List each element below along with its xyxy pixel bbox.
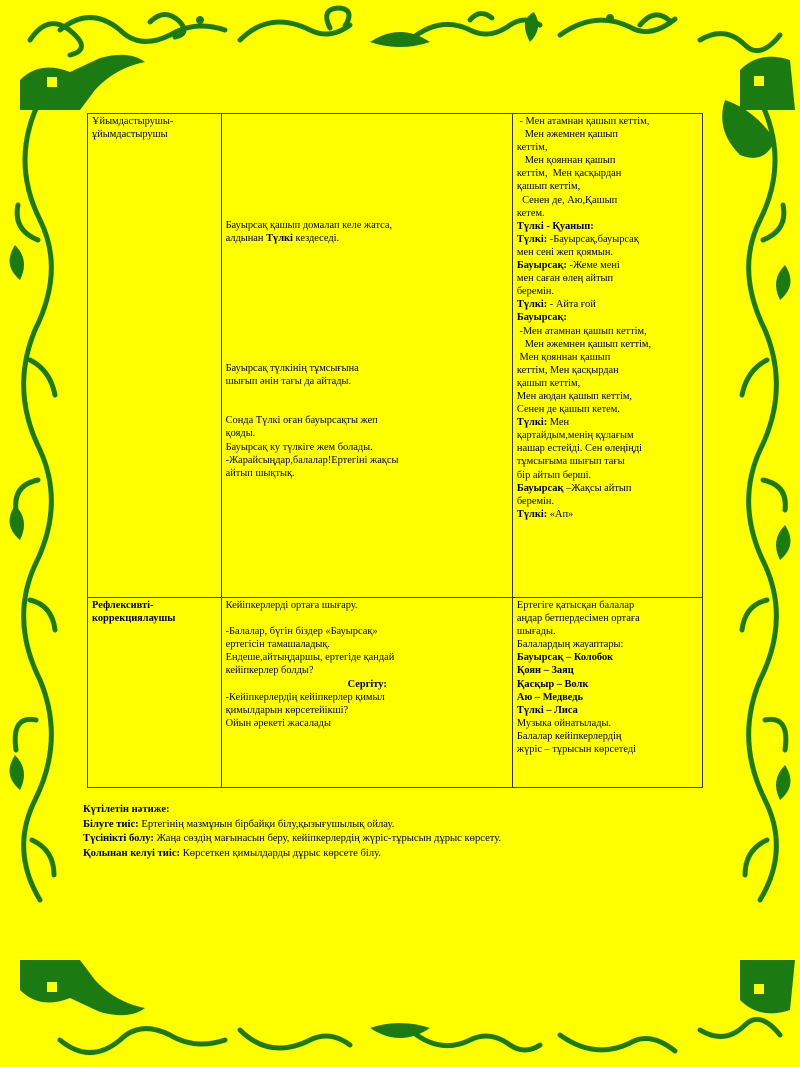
- stage-label: коррекциялаушы: [92, 613, 176, 625]
- children-activity-cell: [512, 114, 702, 598]
- text-line: [517, 455, 699, 468]
- line-text: кеттім, Мен қасқырдан: [516, 168, 622, 180]
- line-text: тұмсығыма шығып тағы: [516, 456, 625, 468]
- spacer: [226, 167, 509, 180]
- stage-cell: [88, 114, 222, 598]
- spacer: [226, 336, 509, 349]
- speaker-label: Бауырсақ:: [516, 260, 570, 272]
- text-line: [517, 220, 699, 233]
- text-line: [517, 285, 699, 298]
- line-text: –Жақсы айтып: [566, 482, 632, 494]
- line-text: «Ап»: [549, 508, 574, 520]
- line-text: - Айта ғой: [549, 299, 596, 311]
- text-line: [517, 167, 699, 180]
- speaker-label: Түлкі:: [516, 233, 550, 245]
- line-text: кейіпкерлер болды?: [225, 665, 314, 677]
- line-text: қашып кеттім,: [516, 181, 581, 193]
- speaker-label: Аю – Медведь: [516, 691, 583, 703]
- text-line: [226, 638, 509, 651]
- text-line: [517, 429, 699, 442]
- text-line: [226, 664, 509, 677]
- line-text: Музыка ойнатылады.: [516, 717, 612, 729]
- spacer: [226, 349, 509, 362]
- line-text: қартайдым,менің құлағым: [516, 430, 634, 442]
- outcome-item: [83, 832, 703, 847]
- floral-vine-icon: [715, 100, 800, 970]
- line-text: Сенен де қашып кетем.: [516, 404, 620, 416]
- line-text: кеттім,: [516, 142, 548, 154]
- text-line: [226, 599, 509, 612]
- stage-cell: [88, 598, 222, 788]
- line-text: Кейіпкерлерді ортаға шығару.: [225, 600, 358, 611]
- text-line: [517, 691, 699, 704]
- line-text: кеттім, Мен қасқырдан: [516, 364, 619, 376]
- teacher-activity-cell: [221, 598, 512, 788]
- text-line: айтып шықтық.: [225, 467, 295, 479]
- line-text: қимылдарын көрсетейікші?: [225, 704, 349, 716]
- text-line: [517, 508, 699, 521]
- text-line: Бауырсақ түлкінің тұмсығына: [225, 363, 359, 375]
- text-line: [517, 664, 699, 677]
- line-text: қашып кеттім,: [516, 377, 581, 389]
- text-line: [517, 651, 699, 664]
- text-line: [517, 272, 699, 285]
- spacer: [226, 115, 509, 128]
- text-line: [517, 364, 699, 377]
- line-text: Мен қояннан қашып: [516, 155, 616, 167]
- text-line: [517, 351, 699, 364]
- text-line: [517, 259, 699, 272]
- text-line: [517, 678, 699, 691]
- line-text: -Балалар, бүгін біздер «Бауырсақ»: [225, 626, 378, 638]
- text-line: [517, 311, 699, 324]
- ornament-frame-right: [715, 100, 800, 970]
- line-text: аңдар бетпердесімен ортаға: [516, 613, 640, 625]
- floral-ornament-icon: [0, 0, 800, 110]
- speaker-label: Түлкі - Қуанып:: [516, 220, 594, 232]
- text-line: [517, 298, 699, 311]
- text-line: [517, 325, 699, 338]
- text-line: [517, 338, 699, 351]
- text-line: [226, 651, 509, 664]
- line-text: мен сені жеп қоямын.: [516, 246, 613, 258]
- outcome-label: Қолынан келуі тиіс:: [83, 847, 183, 859]
- text-line: [517, 377, 699, 390]
- text-line: [517, 141, 699, 154]
- line-text: Балалар кейіпкерлердің: [516, 730, 622, 742]
- line-text: Ертегіге қатысқан балалар: [516, 600, 635, 611]
- line-text: кетем.: [516, 207, 545, 219]
- line-text: Мен: [549, 417, 570, 429]
- text-line: [517, 743, 699, 756]
- text-line: Бауырсақ қашып домалап келе жатса,: [225, 220, 393, 231]
- outcome-label: Түсінікті болу:: [83, 833, 157, 844]
- spacer: [226, 245, 509, 258]
- spacer: [226, 388, 509, 401]
- outcomes-title: Күтілетін нәтиже:: [83, 804, 170, 815]
- text-line: [517, 599, 699, 612]
- line-text: ертегісін тамашаладық.: [225, 639, 331, 651]
- text-line: [517, 495, 699, 508]
- outcome-text: Ертегінің мазмұнын бірбайқи білу,қызығушылық ойлау.: [141, 818, 395, 830]
- expected-outcomes: [83, 803, 703, 861]
- line-text: беремін.: [516, 495, 555, 507]
- spacer: [226, 271, 509, 284]
- speaker-label: Түлкі:: [516, 508, 550, 520]
- line-text: -Кейіпкерлердің кейіпкерлер қимыл: [225, 691, 385, 703]
- text-line: [226, 717, 509, 730]
- text-line: [517, 416, 699, 429]
- speaker-label: Бауырсақ – Колобок: [516, 652, 614, 664]
- ornament-frame-left: [0, 100, 70, 970]
- speaker-label: Қасқыр – Волк: [516, 678, 589, 690]
- text-line: [517, 482, 699, 495]
- text-line: [517, 704, 699, 717]
- spacer: [226, 258, 509, 271]
- line-text: нашар естейді. Сен өлеңіңді: [516, 443, 643, 455]
- line-text: бір айтып берші.: [516, 469, 592, 481]
- line-text: Ендеше,айтыңдаршы, ертегіде қандай: [225, 652, 395, 664]
- line-text: Мен аюдан қашып кеттім,: [516, 390, 633, 402]
- stage-label: Рефлексивті-: [92, 600, 154, 611]
- character-name: Түлкі: [266, 233, 293, 245]
- line-text: Ойын әрекеті жасалады: [225, 717, 331, 729]
- text-line: алдынан Түлкі кездеседі.: [225, 233, 340, 245]
- text-line: [517, 625, 699, 638]
- spacer: [226, 128, 509, 141]
- outcome-text: Көрсеткен қимылдарды дұрыс көрсете білу.: [182, 847, 381, 859]
- floral-ornament-icon: [0, 960, 800, 1067]
- text-line: [517, 246, 699, 259]
- spacer: [226, 297, 509, 310]
- speaker-label: Қоян – Заяц: [516, 665, 574, 677]
- text-line: Сонда Түлкі оған бауырсақты жеп: [225, 415, 378, 427]
- outcome-label: Білуге тиіс:: [83, 818, 142, 830]
- table-row: [88, 598, 703, 788]
- text-line: [517, 730, 699, 743]
- text-line: [517, 180, 699, 193]
- text-line: [517, 115, 699, 128]
- stage-label: ұйымдастырушы: [92, 129, 168, 141]
- line-text: -Мен атамнан қашып кеттім,: [516, 325, 647, 337]
- speaker-label: Түлкі:: [516, 417, 550, 429]
- spacer: [226, 206, 509, 219]
- line-text: Балалардың жауаптары:: [516, 639, 624, 651]
- text-line: Бауырсақ ку түлкіге жем болады.: [225, 441, 373, 453]
- spacer: [226, 154, 509, 167]
- spacer: [226, 193, 509, 206]
- text-line: [517, 207, 699, 220]
- line-text: Мен әжемнен қашып: [516, 129, 618, 141]
- text-line: [517, 154, 699, 167]
- text-line: [517, 233, 699, 246]
- text-line: [517, 390, 699, 403]
- line-text: Сенен де, Аю,Қашып: [516, 194, 618, 206]
- lesson-plan-table: [87, 113, 703, 788]
- text-line: [517, 717, 699, 730]
- spacer: [226, 310, 509, 323]
- speaker-label: Бауырсақ:: [516, 312, 567, 324]
- line-text: - Мен атамнан қашып кеттім,: [516, 116, 650, 127]
- text-line: [517, 469, 699, 482]
- spacer: [226, 180, 509, 193]
- line-text: -Бауырсақ,бауырсақ: [549, 233, 639, 245]
- line-text: мен саған өлең айтып: [516, 273, 614, 285]
- outcome-item: [83, 818, 703, 833]
- speaker-label: Сергіту:: [347, 678, 387, 690]
- line-text: -Жеме мені: [569, 260, 620, 272]
- teacher-activity-cell: [221, 114, 512, 598]
- text-line: [517, 194, 699, 207]
- text-line: [226, 612, 509, 625]
- text-line: [517, 442, 699, 455]
- speaker-label: Бауырсақ: [516, 482, 567, 494]
- line-text: беремін.: [516, 286, 555, 298]
- speaker-label: Түлкі – Лиса: [516, 704, 578, 716]
- text-line: [226, 691, 509, 704]
- text-line: [517, 403, 699, 416]
- outcome-item: [83, 847, 703, 862]
- line-text: Мен әжемнен қашып кеттім,: [516, 338, 652, 350]
- text-line: [517, 612, 699, 625]
- text-line: шығып әнін тағы да айтады.: [225, 376, 352, 388]
- line-text: жүріс – тұрысын көрсетеді: [516, 744, 636, 756]
- text-line: [226, 625, 509, 638]
- text-line: -Жарайсыңдар,балалар!Ертегіні жақсы: [225, 454, 399, 466]
- speaker-label: Түлкі:: [516, 299, 550, 311]
- stage-label: Ұйымдастырушы-: [92, 116, 174, 127]
- table-row: [88, 114, 703, 598]
- spacer: [226, 323, 509, 336]
- line-text: шығады.: [516, 626, 556, 638]
- text-line: [226, 704, 509, 717]
- children-activity-cell: [512, 598, 702, 788]
- text-line: қояды.: [225, 428, 256, 440]
- text-line: [226, 678, 509, 691]
- text-line: [517, 128, 699, 141]
- ornament-frame-top: [0, 0, 800, 110]
- spacer: [226, 284, 509, 297]
- text-line: [517, 638, 699, 651]
- spacer: [226, 141, 509, 154]
- spacer: [226, 401, 509, 414]
- outcome-text: Жаңа сөздің мағынасын беру, кейіпкерлердің жүріс-тұрысын дұрыс көрсету.: [156, 833, 502, 844]
- line-text: Мен қояннан қашып: [516, 351, 611, 363]
- ornament-frame-bottom: [0, 960, 800, 1067]
- floral-vine-icon: [0, 100, 70, 970]
